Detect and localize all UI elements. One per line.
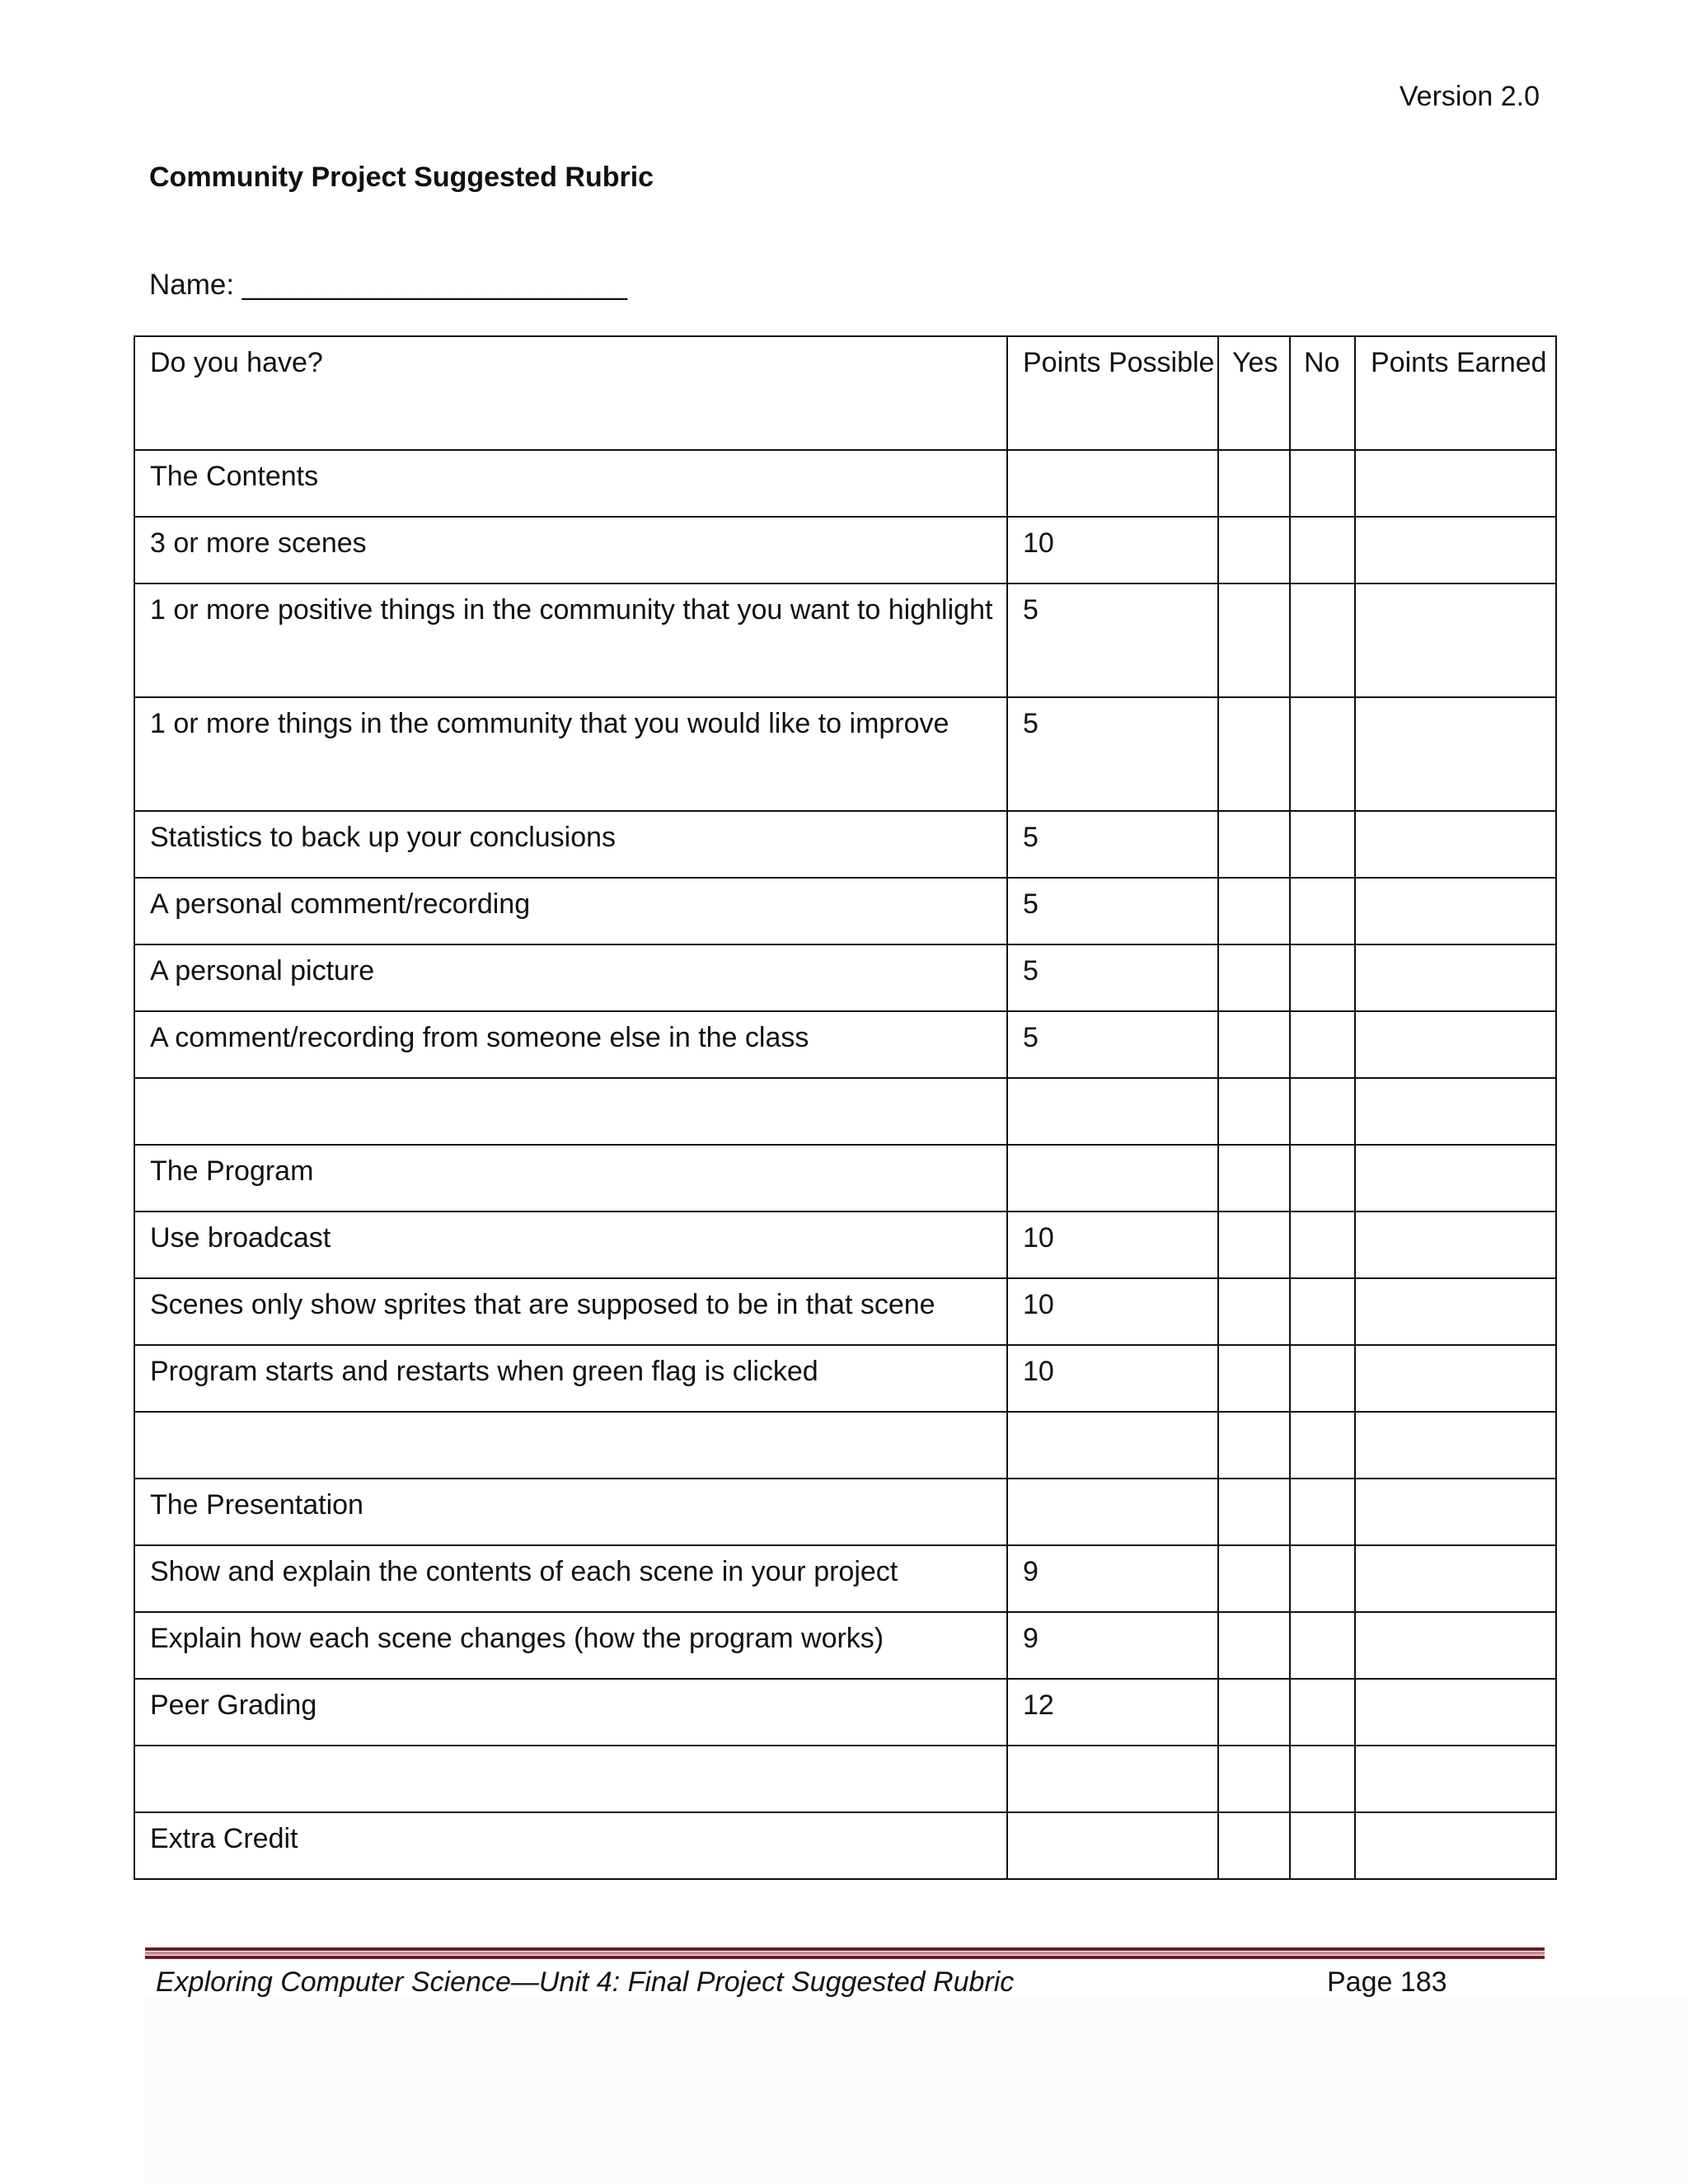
table-row [134,811,1556,878]
column-header-points-earned: Points Earned [1355,336,1556,450]
no-check-cell [1290,1479,1355,1545]
points-possible-cell: 10 [1007,517,1218,583]
points-earned-cell [1355,697,1556,811]
points-possible-cell: 10 [1007,1212,1218,1278]
column-header-item: Do you have? [134,336,1007,450]
points-earned-cell [1355,1812,1556,1879]
rubric-item-cell: Statistics to back up your conclusions [134,811,1007,878]
yes-check-cell [1218,697,1290,811]
no-check-cell [1290,1612,1355,1679]
table-row [134,1679,1556,1746]
yes-check-cell [1218,1078,1290,1145]
points-earned-cell [1355,1412,1556,1479]
no-check-cell [1290,1011,1355,1078]
points-possible-cell: 12 [1007,1679,1218,1746]
points-earned-cell [1355,1479,1556,1545]
yes-check-cell [1218,1278,1290,1345]
points-possible-cell: 9 [1007,1612,1218,1679]
rubric-item-cell: Program starts and restarts when green flag is clicked [134,1345,1007,1412]
column-header-yes: Yes [1218,336,1290,450]
rubric-item-cell: A personal comment/recording [134,878,1007,944]
footer-page-number: Page 183 [1327,1966,1447,1998]
points-possible-cell: 5 [1007,697,1218,811]
table-row [134,1278,1556,1345]
rubric-item-cell: A personal picture [134,944,1007,1011]
table-row [134,1545,1556,1612]
no-check-cell [1290,697,1355,811]
table-row [134,944,1556,1011]
yes-check-cell [1218,583,1290,697]
no-check-cell [1290,1078,1355,1145]
rubric-item-cell: Show and explain the contents of each scene in your project [134,1545,1007,1612]
points-earned-cell [1355,1078,1556,1145]
table-header-row [134,336,1556,450]
table-row [134,1212,1556,1278]
points-possible-cell [1007,1479,1218,1545]
points-possible-cell: 5 [1007,811,1218,878]
table-row [134,878,1556,944]
no-check-cell [1290,1679,1355,1746]
points-earned-cell [1355,878,1556,944]
rubric-item-cell: The Presentation [134,1479,1007,1545]
table-row [134,1812,1556,1879]
yes-check-cell [1218,517,1290,583]
rubric-item-cell: A comment/recording from someone else in the class [134,1011,1007,1078]
rubric-table [134,335,1557,1880]
yes-check-cell [1218,1545,1290,1612]
column-header-points-possible: Points Possible [1007,336,1218,450]
rubric-item-cell: The Contents [134,450,1007,517]
points-earned-cell [1355,1212,1556,1278]
points-possible-cell: 5 [1007,583,1218,697]
rubric-item-cell: Use broadcast [134,1212,1007,1278]
table-row [134,1746,1556,1812]
points-possible-cell [1007,1746,1218,1812]
yes-check-cell [1218,1345,1290,1412]
no-check-cell [1290,450,1355,517]
yes-check-cell [1218,811,1290,878]
yes-check-cell [1218,1212,1290,1278]
yes-check-cell [1218,450,1290,517]
points-possible-cell: 10 [1007,1345,1218,1412]
rubric-item-cell: Explain how each scene changes (how the program works) [134,1612,1007,1679]
points-earned-cell [1355,944,1556,1011]
points-earned-cell [1355,1011,1556,1078]
no-check-cell [1290,944,1355,1011]
no-check-cell [1290,811,1355,878]
yes-check-cell [1218,1679,1290,1746]
table-row [134,1345,1556,1412]
yes-check-cell [1218,1145,1290,1212]
no-check-cell [1290,878,1355,944]
rubric-item-cell: 3 or more scenes [134,517,1007,583]
yes-check-cell [1218,1612,1290,1679]
table-row [134,1145,1556,1212]
points-earned-cell [1355,1278,1556,1345]
no-check-cell [1290,517,1355,583]
no-check-cell [1290,1545,1355,1612]
points-possible-cell: 10 [1007,1278,1218,1345]
points-possible-cell: 5 [1007,944,1218,1011]
points-earned-cell [1355,811,1556,878]
rubric-item-cell [134,1078,1007,1145]
rubric-item-cell [134,1746,1007,1812]
no-check-cell [1290,1412,1355,1479]
yes-check-cell [1218,1746,1290,1812]
points-possible-cell [1007,1145,1218,1212]
points-earned-cell [1355,1746,1556,1812]
rubric-item-cell: The Program [134,1145,1007,1212]
footer-course-title: Exploring Computer Science—Unit 4: Final Project Suggested Rubric [156,1966,1015,1998]
document-title: Community Project Suggested Rubric [149,162,654,193]
yes-check-cell [1218,1412,1290,1479]
points-earned-cell [1355,450,1556,517]
no-check-cell [1290,1212,1355,1278]
points-earned-cell [1355,517,1556,583]
table-row [134,1412,1556,1479]
rubric-item-cell [134,1412,1007,1479]
points-possible-cell [1007,1412,1218,1479]
points-possible-cell [1007,450,1218,517]
table-row [134,1479,1556,1545]
table-row [134,583,1556,697]
yes-check-cell [1218,878,1290,944]
yes-check-cell [1218,1011,1290,1078]
rubric-item-cell: 1 or more things in the community that you would like to improve [134,697,1007,811]
points-possible-cell [1007,1812,1218,1879]
table-row [134,697,1556,811]
points-possible-cell: 9 [1007,1545,1218,1612]
points-possible-cell [1007,1078,1218,1145]
rubric-item-cell: 1 or more positive things in the community that you want to highlight [134,583,1007,697]
table-row [134,517,1556,583]
no-check-cell [1290,1812,1355,1879]
column-header-no: No [1290,336,1355,450]
rubric-item-cell: Peer Grading [134,1679,1007,1746]
name-field-line: Name: ________________________ [149,269,627,301]
version-label: Version 2.0 [1399,81,1540,112]
yes-check-cell [1218,1812,1290,1879]
points-earned-cell [1355,1545,1556,1612]
page-bottom-shade [145,1994,1688,2184]
points-earned-cell [1355,1145,1556,1212]
no-check-cell [1290,1345,1355,1412]
rubric-item-cell: Scenes only show sprites that are supposed to be in that scene [134,1278,1007,1345]
no-check-cell [1290,1746,1355,1812]
footer-divider [145,1947,1545,1959]
table-row [134,1612,1556,1679]
points-earned-cell [1355,1612,1556,1679]
points-possible-cell: 5 [1007,878,1218,944]
yes-check-cell [1218,944,1290,1011]
points-earned-cell [1355,583,1556,697]
yes-check-cell [1218,1479,1290,1545]
points-earned-cell [1355,1345,1556,1412]
no-check-cell [1290,1278,1355,1345]
no-check-cell [1290,583,1355,697]
no-check-cell [1290,1145,1355,1212]
table-row [134,450,1556,517]
table-row [134,1011,1556,1078]
table-row [134,1078,1556,1145]
points-earned-cell [1355,1679,1556,1746]
points-possible-cell: 5 [1007,1011,1218,1078]
rubric-item-cell: Extra Credit [134,1812,1007,1879]
